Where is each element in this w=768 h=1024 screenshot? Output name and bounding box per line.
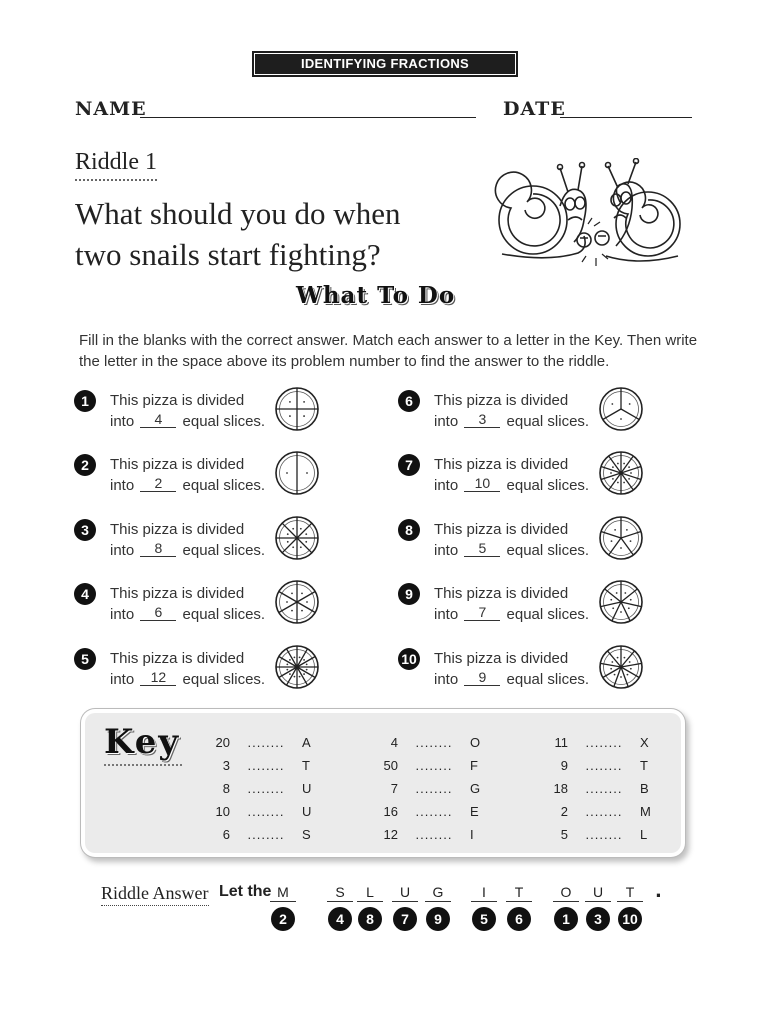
key-number: 7 — [390, 781, 398, 796]
pizza-icon — [598, 644, 644, 694]
pizza-icon — [598, 386, 644, 436]
riddle-answer-lead: Let the — [219, 883, 272, 900]
key-number: 3 — [222, 758, 230, 773]
key-number: 6 — [222, 827, 230, 842]
riddle-answer-letter-slot[interactable]: T — [506, 884, 532, 902]
instructions-title: What To Do — [296, 282, 456, 309]
problem-into: into — [434, 477, 459, 494]
problem-line1: This pizza is divided — [434, 650, 569, 667]
key-entry — [368, 731, 484, 754]
pizza-icon — [274, 450, 320, 500]
problem-equal-slices: equal slices. — [506, 542, 590, 559]
key-entry — [200, 800, 316, 823]
key-leader-dots: ........ — [247, 804, 285, 819]
key-entry — [538, 731, 654, 754]
problem-line1: This pizza is divided — [110, 521, 245, 538]
key-letter: A — [302, 735, 311, 750]
riddle-number: Riddle 1 — [75, 149, 157, 181]
answer-blank[interactable]: 3 — [464, 412, 500, 428]
key-letter: B — [640, 781, 649, 796]
problem-number-badge: 5 — [74, 648, 96, 670]
problem-number-badge: 7 — [398, 454, 420, 476]
problem-number-badge: 10 — [398, 648, 420, 670]
problem-into: into — [434, 606, 459, 623]
key-leader-dots: ........ — [415, 827, 453, 842]
key-entry — [368, 754, 484, 777]
problem-text — [110, 583, 265, 625]
problem-9 — [398, 579, 688, 629]
key-entry — [538, 754, 654, 777]
problem-equal-slices: equal slices. — [182, 413, 266, 430]
answer-blank[interactable]: 4 — [140, 412, 176, 428]
problem-into: into — [110, 413, 135, 430]
pizza-icon — [598, 515, 644, 565]
answer-blank[interactable]: 7 — [464, 605, 500, 621]
problem-number-badge: 2 — [74, 454, 96, 476]
key-entry — [538, 823, 654, 846]
pizza-icon — [598, 450, 644, 500]
problem-4 — [74, 579, 364, 629]
problem-text — [434, 519, 589, 561]
key-leader-dots: ........ — [247, 827, 285, 842]
problem-line1: This pizza is divided — [434, 392, 569, 409]
problem-into: into — [110, 477, 135, 494]
key-title: Key — [104, 722, 181, 762]
topic-banner: IDENTIFYING FRACTIONS — [252, 51, 518, 77]
problem-text — [110, 454, 265, 496]
riddle-answer-letter-slot[interactable]: U — [392, 884, 418, 902]
problem-10 — [398, 644, 688, 694]
riddle-answer-problem-badge: 3 — [586, 907, 610, 931]
key-leader-dots: ........ — [585, 781, 623, 796]
riddle-answer-letter-slot[interactable]: O — [553, 884, 579, 902]
key-number: 16 — [383, 804, 398, 819]
key-leader-dots: ........ — [585, 735, 623, 750]
pizza-icon — [598, 579, 644, 629]
key-number: 11 — [554, 735, 568, 750]
problem-into: into — [110, 671, 135, 688]
problem-equal-slices: equal slices. — [182, 477, 266, 494]
problem-2 — [74, 450, 364, 500]
key-column-3 — [538, 731, 654, 846]
problem-into: into — [110, 606, 135, 623]
riddle-answer-problem-badge: 10 — [618, 907, 642, 931]
key-letter: T — [640, 758, 648, 773]
problem-equal-slices: equal slices. — [506, 671, 590, 688]
key-letter: M — [640, 804, 651, 819]
riddle-answer-problem-badge: 4 — [328, 907, 352, 931]
problem-line1: This pizza is divided — [110, 585, 245, 602]
key-number: 9 — [560, 758, 568, 773]
key-entry — [538, 800, 654, 823]
key-leader-dots: ........ — [415, 758, 453, 773]
instructions-text: Fill in the blanks with the correct answer. Match each answer to a letter in the Key. Then write the letter in the space above its problem number to find the answer to the riddle. — [79, 332, 698, 370]
riddle-answer-problem-badge: 7 — [393, 907, 417, 931]
problem-equal-slices: equal slices. — [506, 413, 590, 430]
key-entry — [368, 823, 484, 846]
problem-text — [434, 390, 589, 432]
problem-equal-slices: equal slices. — [182, 542, 266, 559]
key-letter: O — [470, 735, 481, 750]
problem-into: into — [110, 542, 135, 559]
key-letter: I — [470, 827, 474, 842]
problem-1 — [74, 386, 364, 436]
problem-text — [110, 648, 265, 690]
key-leader-dots: ........ — [247, 735, 285, 750]
key-entry — [200, 823, 316, 846]
problem-line1: This pizza is divided — [110, 456, 245, 473]
snails-illustration — [488, 158, 688, 276]
answer-blank[interactable]: 2 — [140, 476, 176, 492]
key-leader-dots: ........ — [585, 827, 623, 842]
key-number: 18 — [553, 781, 568, 796]
key-number: 20 — [215, 735, 230, 750]
problem-equal-slices: equal slices. — [506, 477, 590, 494]
key-title-underline — [104, 764, 182, 766]
key-leader-dots: ........ — [585, 804, 623, 819]
key-column-1 — [200, 731, 316, 846]
riddle-answer-problem-badge: 1 — [554, 907, 578, 931]
name-field-line[interactable] — [140, 117, 476, 118]
problem-line1: This pizza is divided — [434, 585, 569, 602]
answer-blank[interactable]: 5 — [464, 541, 500, 557]
problem-3 — [74, 515, 364, 565]
answer-blank[interactable]: 10 — [464, 476, 500, 492]
key-number: 50 — [383, 758, 398, 773]
answer-blank[interactable]: 8 — [140, 541, 176, 557]
problem-into: into — [434, 413, 459, 430]
key-letter: E — [470, 804, 479, 819]
key-entry — [368, 777, 484, 800]
key-entry — [538, 777, 654, 800]
problem-equal-slices: equal slices. — [182, 671, 266, 688]
problem-number-badge: 9 — [398, 583, 420, 605]
key-entry — [368, 800, 484, 823]
key-letter: U — [302, 781, 312, 796]
pizza-icon — [274, 579, 320, 629]
problem-number-badge: 6 — [398, 390, 420, 412]
riddle-question-line1: What should you do when — [75, 196, 401, 231]
key-leader-dots: ........ — [415, 735, 453, 750]
answer-blank[interactable]: 6 — [140, 605, 176, 621]
problem-5 — [74, 644, 364, 694]
problem-text — [434, 648, 589, 690]
key-number: 12 — [383, 827, 398, 842]
riddle-answer-label: Riddle Answer — [101, 883, 209, 906]
riddle-answer-letter-slot[interactable]: M — [270, 884, 296, 902]
pizza-icon — [274, 386, 320, 436]
problem-line1: This pizza is divided — [434, 521, 569, 538]
key-number: 8 — [222, 781, 230, 796]
date-label: DATE — [503, 98, 566, 120]
key-entry — [200, 754, 316, 777]
key-number: 5 — [560, 827, 568, 842]
problem-6 — [398, 386, 688, 436]
problem-into: into — [434, 542, 459, 559]
key-leader-dots: ........ — [247, 781, 285, 796]
riddle-answer-problem-badge: 6 — [507, 907, 531, 931]
pizza-icon — [274, 515, 320, 565]
riddle-answer-problem-badge: 9 — [426, 907, 450, 931]
key-number: 4 — [390, 735, 398, 750]
answer-blank[interactable]: 12 — [140, 670, 176, 686]
answer-blank[interactable]: 9 — [464, 670, 500, 686]
problem-number-badge: 4 — [74, 583, 96, 605]
problem-equal-slices: equal slices. — [182, 606, 266, 623]
riddle-answer-period: . — [655, 881, 662, 902]
riddle-question-line2: two snails start fighting? — [75, 237, 381, 272]
riddle-answer-problem-badge: 8 — [358, 907, 382, 931]
riddle-answer-letter-slot[interactable]: U — [585, 884, 611, 902]
key-entry — [200, 777, 316, 800]
riddle-answer-letter-slot[interactable]: I — [471, 884, 497, 902]
problem-line1: This pizza is divided — [110, 650, 245, 667]
key-number: 10 — [215, 804, 230, 819]
key-letter: T — [302, 758, 310, 773]
date-field-line[interactable] — [560, 117, 692, 118]
problem-into: into — [434, 671, 459, 688]
key-leader-dots: ........ — [415, 781, 453, 796]
key-letter: F — [470, 758, 478, 773]
riddle-answer-letter-slot[interactable]: T — [617, 884, 643, 902]
key-leader-dots: ........ — [247, 758, 285, 773]
key-letter: S — [302, 827, 311, 842]
key-letter: L — [640, 827, 648, 842]
riddle-answer-letter-slot[interactable]: S — [327, 884, 353, 902]
key-column-2 — [368, 731, 484, 846]
problem-number-badge: 8 — [398, 519, 420, 541]
problem-text — [110, 390, 265, 432]
pizza-icon — [274, 644, 320, 694]
problem-text — [434, 583, 589, 625]
key-entry — [200, 731, 316, 754]
name-label: NAME — [75, 98, 147, 120]
key-letter: X — [640, 735, 649, 750]
problem-text — [434, 454, 589, 496]
key-leader-dots: ........ — [585, 758, 623, 773]
riddle-answer-letter-slot[interactable]: G — [425, 884, 451, 902]
problem-8 — [398, 515, 688, 565]
riddle-answer-letter-slot[interactable]: L — [357, 884, 383, 902]
problem-line1: This pizza is divided — [434, 456, 569, 473]
key-number: 2 — [560, 804, 568, 819]
problem-equal-slices: equal slices. — [506, 606, 590, 623]
key-letter: G — [470, 781, 481, 796]
riddle-question — [75, 193, 495, 275]
problem-7 — [398, 450, 688, 500]
problem-number-badge: 3 — [74, 519, 96, 541]
key-leader-dots: ........ — [415, 804, 453, 819]
problem-number-badge: 1 — [74, 390, 96, 412]
key-letter: U — [302, 804, 312, 819]
riddle-answer-problem-badge: 2 — [271, 907, 295, 931]
riddle-answer-problem-badge: 5 — [472, 907, 496, 931]
problem-line1: This pizza is divided — [110, 392, 245, 409]
problem-text — [110, 519, 265, 561]
